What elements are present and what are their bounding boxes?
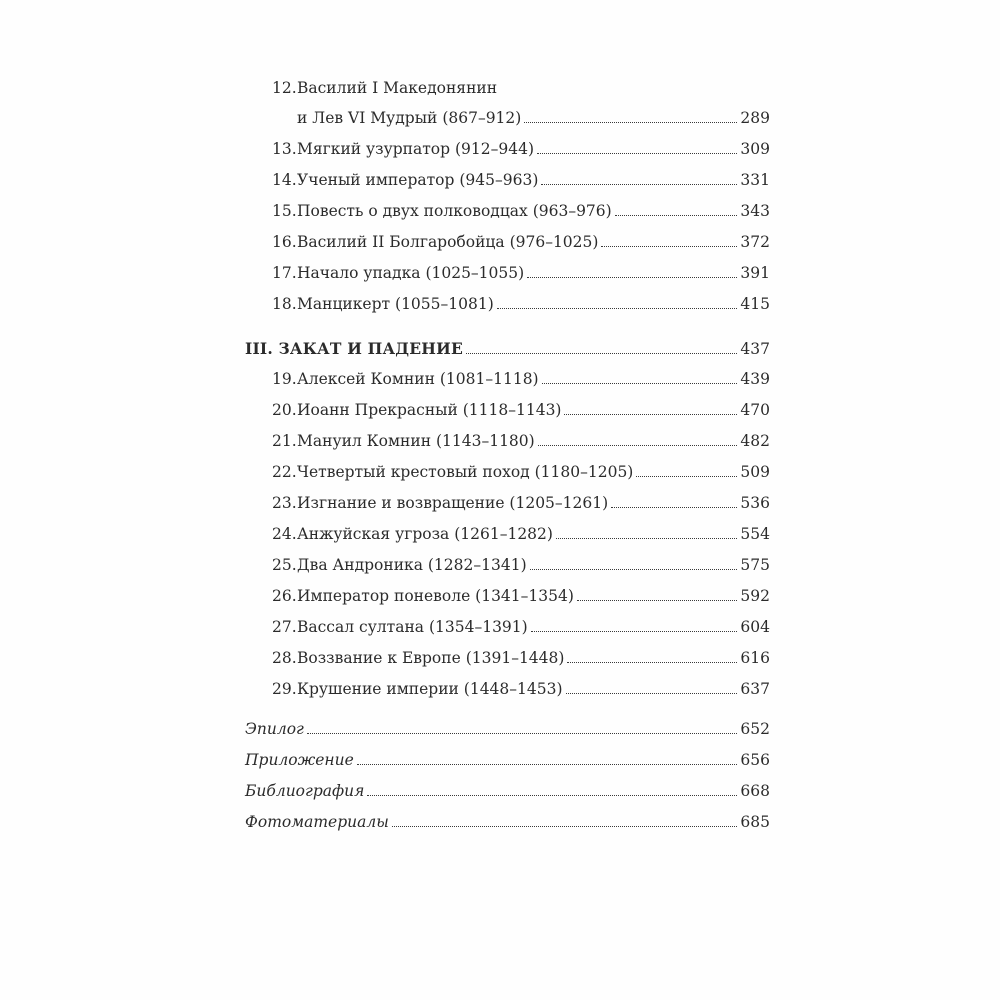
- chapter-title: Иоанн Прекрасный (1118–1143): [297, 401, 562, 419]
- page-number: 668: [740, 782, 770, 800]
- chapter-title: Воззвание к Европе (1391–1448): [297, 649, 565, 667]
- page-number: 391: [740, 264, 770, 282]
- back-matter-title: Библиография: [245, 782, 365, 800]
- toc-entry-part-3[interactable]: [245, 333, 770, 359]
- page-number: 289: [740, 109, 770, 127]
- toc-entry-chapter-27[interactable]: [245, 611, 770, 637]
- chapter-title-line-1: Василий I Македонянин: [297, 79, 498, 97]
- dot-leader: [615, 215, 737, 216]
- page-number: 509: [740, 463, 770, 481]
- toc-entry-chapter-13[interactable]: [245, 133, 770, 159]
- page-number: 415: [740, 295, 770, 313]
- page-number: 616: [740, 649, 770, 667]
- chapter-number: 19.: [272, 370, 297, 388]
- toc-entry-line-2: [245, 102, 770, 128]
- part-title: III. ЗАКАТ И ПАДЕНИЕ: [245, 339, 464, 358]
- chapter-number: 29.: [272, 680, 297, 698]
- toc-entry-chapter-24[interactable]: [245, 518, 770, 544]
- toc-entry-chapter-18[interactable]: [245, 288, 770, 314]
- page-number: 372: [740, 233, 770, 251]
- dot-leader: [577, 600, 737, 601]
- page-number: 439: [740, 370, 770, 388]
- chapter-number: 21.: [272, 432, 297, 450]
- chapter-number: 22.: [272, 463, 297, 481]
- page-number: 575: [740, 556, 770, 574]
- dot-leader: [601, 246, 737, 247]
- toc-entry-chapter-22[interactable]: [245, 456, 770, 482]
- toc-entry-chapter-19[interactable]: [245, 363, 770, 389]
- dot-leader: [497, 308, 737, 309]
- dot-leader: [567, 662, 737, 663]
- chapter-title: Начало упадка (1025–1055): [297, 264, 525, 282]
- chapter-number: 16.: [272, 233, 297, 251]
- chapter-title: Изгнание и возвращение (1205–1261): [297, 494, 609, 512]
- chapter-title: Василий II Болгаробойца (976–1025): [297, 233, 599, 251]
- page-number: 536: [740, 494, 770, 512]
- dot-leader: [531, 631, 737, 632]
- chapter-title: Анжуйская угроза (1261–1282): [297, 525, 553, 543]
- dot-leader: [367, 795, 737, 796]
- dot-leader: [527, 277, 737, 278]
- chapter-title: Мягкий узурпатор (912–944): [297, 140, 535, 158]
- toc-entry-photos[interactable]: [245, 806, 770, 832]
- toc-entry-chapter-21[interactable]: [245, 425, 770, 451]
- chapter-title: Повесть о двух полководцах (963–976): [297, 202, 612, 220]
- dot-leader: [530, 569, 737, 570]
- toc-entry-bibliography[interactable]: [245, 775, 770, 801]
- toc-entry-chapter-17[interactable]: [245, 257, 770, 283]
- page-number: 343: [740, 202, 770, 220]
- dot-leader: [636, 476, 737, 477]
- chapter-number: 20.: [272, 401, 297, 419]
- chapter-title: Алексей Комнин (1081–1118): [297, 370, 539, 388]
- toc-entry-chapter-23[interactable]: [245, 487, 770, 513]
- dot-leader: [538, 445, 737, 446]
- page-number: 437: [740, 340, 770, 358]
- page-number: 656: [740, 751, 770, 769]
- chapter-title: Два Андроника (1282–1341): [297, 556, 527, 574]
- back-matter-title: Эпилог: [245, 720, 304, 738]
- dot-leader: [466, 353, 737, 354]
- toc-entry-chapter-25[interactable]: [245, 549, 770, 575]
- chapter-number: 15.: [272, 202, 297, 220]
- toc-entry-chapter-28[interactable]: [245, 642, 770, 668]
- toc-entry-appendix[interactable]: [245, 744, 770, 770]
- chapter-number: 18.: [272, 295, 297, 313]
- page-number: 331: [740, 171, 770, 189]
- dot-leader: [556, 538, 737, 539]
- toc-entry-chapter-14[interactable]: [245, 164, 770, 190]
- page-number: 604: [740, 618, 770, 636]
- toc-entry-epilogue[interactable]: [245, 713, 770, 739]
- toc-entry-chapter-26[interactable]: [245, 580, 770, 606]
- chapter-number: 17.: [272, 264, 297, 282]
- dot-leader: [524, 122, 737, 123]
- chapter-number: 25.: [272, 556, 297, 574]
- dot-leader: [541, 184, 737, 185]
- page-number: 470: [740, 401, 770, 419]
- chapter-title: Вассал султана (1354–1391): [297, 618, 528, 636]
- chapter-number: 14.: [272, 171, 297, 189]
- dot-leader: [307, 733, 737, 734]
- toc-entry-chapter-16[interactable]: [245, 226, 770, 252]
- chapter-number: 26.: [272, 587, 297, 605]
- chapter-title-line-2: и Лев VI Мудрый (867–912): [297, 109, 522, 127]
- chapter-title: Мануил Комнин (1143–1180): [297, 432, 535, 450]
- page-number: 482: [740, 432, 770, 450]
- chapter-number: 12.: [272, 79, 297, 97]
- page-number: 652: [740, 720, 770, 738]
- chapter-title: Император поневоле (1341–1354): [297, 587, 574, 605]
- chapter-title: Крушение империи (1448–1453): [297, 680, 563, 698]
- page-number: 685: [740, 813, 770, 831]
- toc-entry-chapter-15[interactable]: [245, 195, 770, 221]
- back-matter-title: Фотоматериалы: [245, 813, 389, 831]
- dot-leader: [542, 383, 737, 384]
- dot-leader: [564, 414, 737, 415]
- dot-leader: [611, 507, 737, 508]
- dot-leader: [392, 826, 737, 827]
- chapter-title: Манцикерт (1055–1081): [297, 295, 494, 313]
- chapter-number: 24.: [272, 525, 297, 543]
- dot-leader: [537, 153, 737, 154]
- chapter-number: 13.: [272, 140, 297, 158]
- page-number: 637: [740, 680, 770, 698]
- toc-entry-chapter-29[interactable]: [245, 673, 770, 699]
- chapter-title: Ученый император (945–963): [297, 171, 539, 189]
- dot-leader: [566, 693, 737, 694]
- back-matter-title: Приложение: [245, 751, 354, 769]
- page-number: 592: [740, 587, 770, 605]
- chapter-number: 28.: [272, 649, 297, 667]
- page-number: 309: [740, 140, 770, 158]
- toc-entry-chapter-20[interactable]: [245, 394, 770, 420]
- chapter-number: 27.: [272, 618, 297, 636]
- chapter-number: 23.: [272, 494, 297, 512]
- toc-entry-line-1: [245, 72, 770, 98]
- page-number: 554: [740, 525, 770, 543]
- chapter-title: Четвертый крестовый поход (1180–1205): [297, 463, 634, 481]
- dot-leader: [357, 764, 737, 765]
